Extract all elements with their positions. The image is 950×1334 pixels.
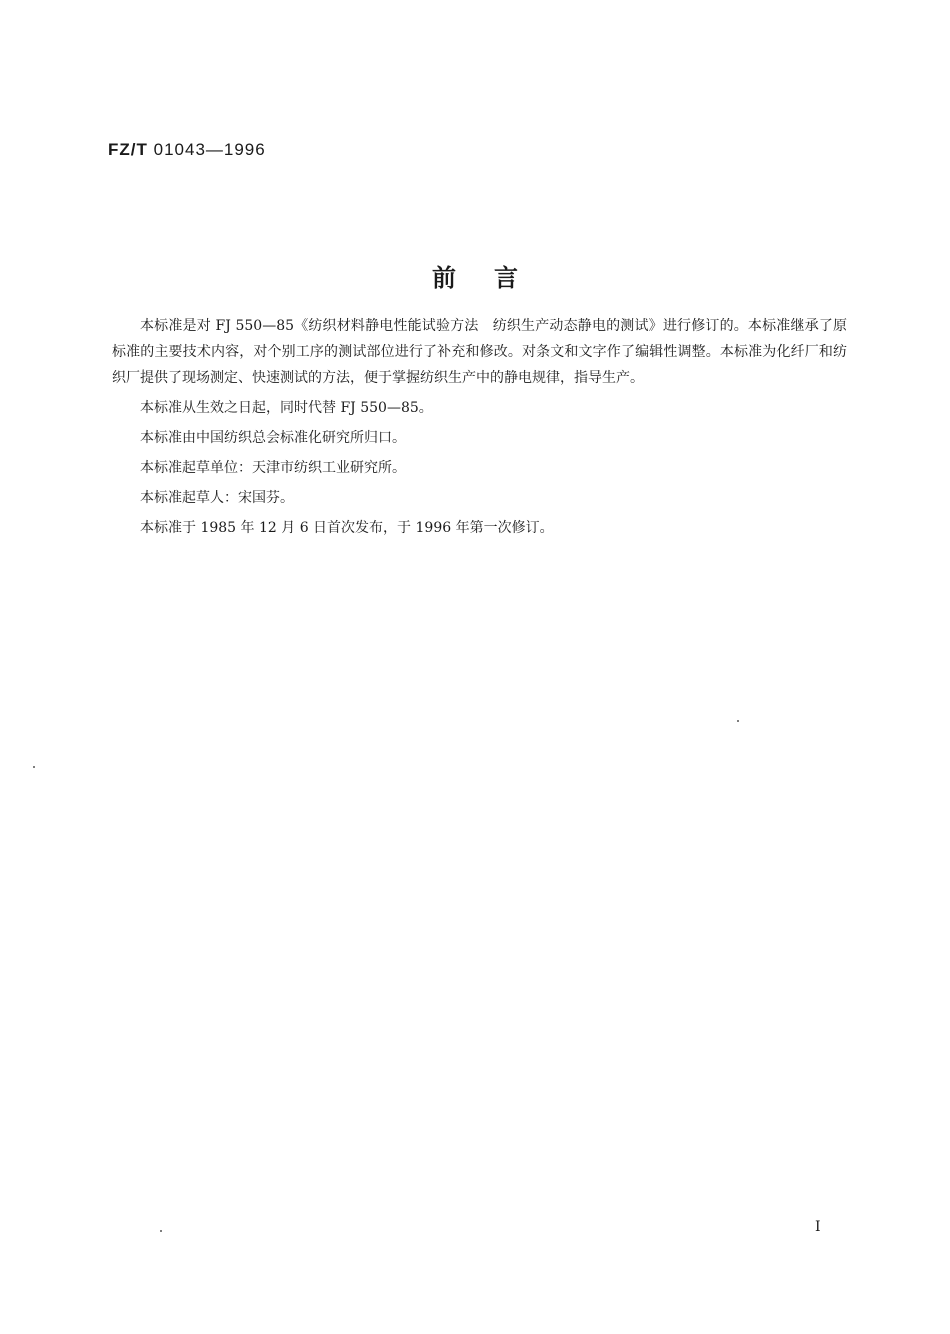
foreword-paragraph: 本标准起草人：宋国芬。 (140, 490, 294, 506)
foreword-paragraph: 本标准由中国纺织总会标准化研究所归口。 (140, 430, 406, 446)
page-number: I (815, 1219, 821, 1235)
standard-code (108, 140, 266, 160)
foreword-body (112, 313, 847, 545)
page-title: 前言 (432, 264, 556, 292)
standard-code-number: 01043—1996 (153, 140, 266, 159)
foreword-paragraph: 本标准于 1985 年 12 月 6 日首次发布，于 1996 年第一次修订。 (140, 520, 554, 536)
foreword-paragraph: 本标准起草单位：天津市纺织工业研究所。 (140, 460, 406, 476)
scan-speck (737, 720, 739, 722)
foreword-paragraph: 本标准是对 FJ 550—85《纺织材料静电性能试验方法 纺织生产动态静电的测试》进行修订的。本标准继承了原标准的主要技术内容，对个别工序的测试部位进行了补充和修改。对条文和文字作了编辑性调整。本标准为化纤厂和纺织厂提供了现场测定、快速测试的方法，便于掌握纺织生产中的静电规律，指导生产。 (112, 318, 847, 386)
standard-code-prefix: FZ/T (108, 140, 148, 159)
foreword-paragraph: 本标准从生效之日起，同时代替 FJ 550—85。 (140, 400, 433, 416)
scan-speck (33, 766, 35, 768)
scan-speck (160, 1230, 162, 1232)
